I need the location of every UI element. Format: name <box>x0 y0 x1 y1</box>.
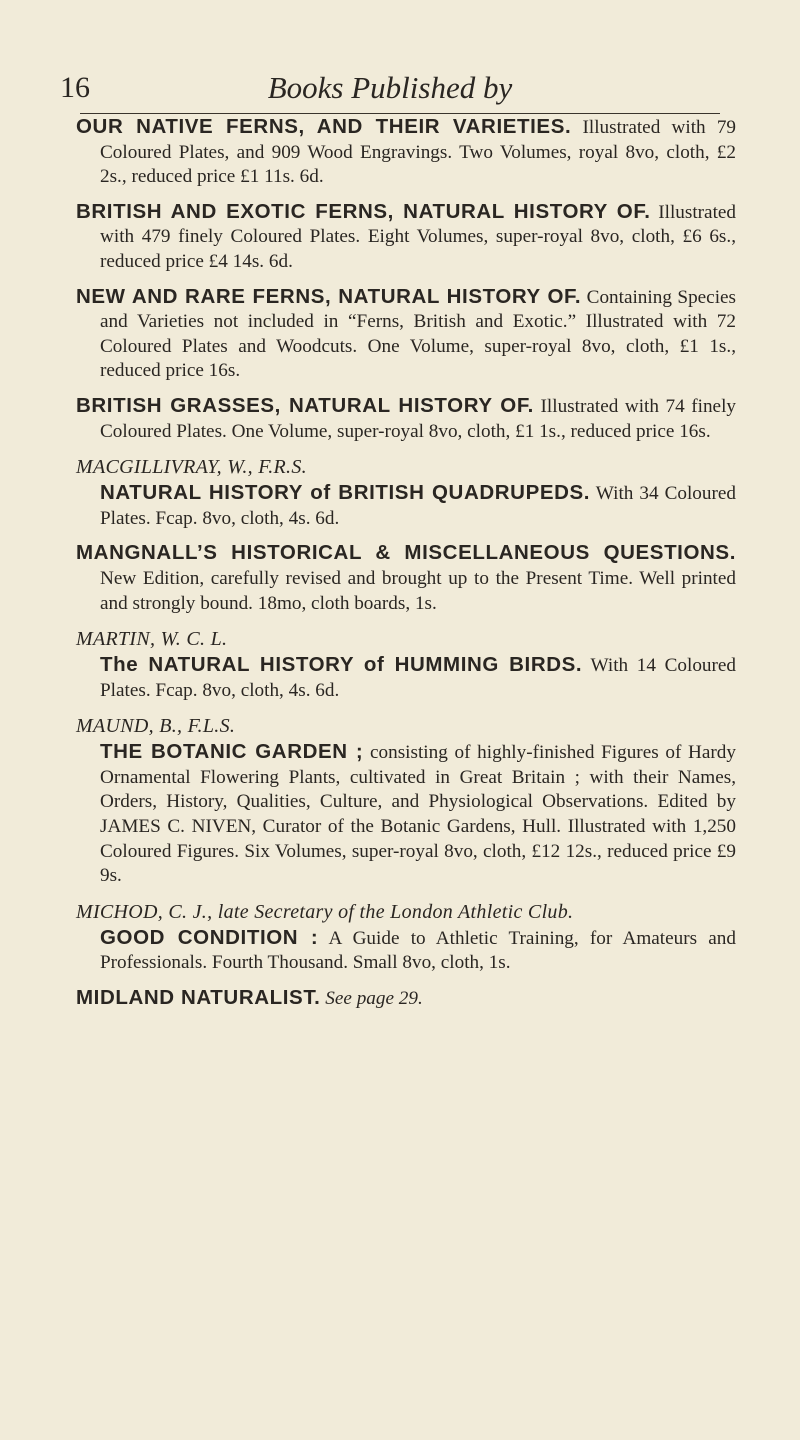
entry-text <box>76 986 736 1012</box>
entry-description: Illustrated with 79 Coloured Plates, and 909 Wood Engravings. Two Volumes, royal 8vo, cloth, £2 2s., reduced price £1 11s. 6d. <box>100 117 737 188</box>
entry-description: Containing Species and Varieties not included in “Ferns, British and Exotic.” Illustrated with 72 Coloured Plates and Woodcuts. One Volume, super-royal 8vo, cloth, £1 1s., reduced price 16s. <box>100 286 737 382</box>
catalogue-entry <box>76 200 736 275</box>
catalogue-entry <box>76 713 736 889</box>
catalogue-entry <box>76 115 736 190</box>
entry-description: With 34 Coloured Plates. Fcap. 8vo, cloth, 4s. 6d. <box>100 483 736 529</box>
running-head: Books Published by <box>267 70 513 105</box>
entry-text <box>76 541 736 616</box>
catalogue-entry <box>76 626 736 703</box>
header-rule <box>80 113 720 114</box>
catalogue-body <box>76 115 736 1022</box>
catalogue-entry <box>76 541 736 616</box>
entry-title: NATURAL HISTORY of BRITISH QUADRUPEDS. <box>100 481 591 505</box>
entry-text <box>76 115 736 190</box>
entry-description: New Edition, carefully revised and brought up to the Present Time. Well printed and strongly bound. 18mo, cloth boards, 1s. <box>100 567 736 614</box>
catalogue-entry <box>76 899 736 976</box>
catalogue-entry <box>76 394 736 444</box>
entry-text <box>76 394 736 444</box>
entry-title: MANGNALL’S HISTORICAL & MISCELLANEOUS QUESTIONS. <box>76 541 736 565</box>
entry-description: Illustrated with 479 finely Coloured Plates. Eight Volumes, super-royal 8vo, cloth, £6 6s., reduced price £4 14s. 6d. <box>100 201 737 272</box>
entry-title: The NATURAL HISTORY of HUMMING BIRDS. <box>100 653 583 677</box>
entry-text <box>76 740 736 889</box>
entry-title: BRITISH AND EXOTIC FERNS, NATURAL HISTORY OF. <box>76 199 651 223</box>
entry-author: MAUND, B., F.L.S. <box>76 715 236 738</box>
entry-author: MICHOD, C. J., late Secretary of the London Athletic Club. <box>76 900 574 923</box>
entry-title: THE BOTANIC GARDEN ; <box>100 740 364 764</box>
entry-text <box>76 481 736 531</box>
page-header <box>60 68 720 112</box>
catalogue-entry <box>76 986 736 1012</box>
cross-reference: See page 29. <box>325 988 423 1010</box>
page-number: 16 <box>60 71 90 104</box>
entry-title: MIDLAND NATURALIST. <box>76 986 321 1010</box>
entry-title: GOOD CONDITION : <box>100 925 319 949</box>
entry-title: BRITISH GRASSES, NATURAL HISTORY OF. <box>76 393 534 417</box>
entry-title: OUR NATIVE FERNS, AND THEIR VARIETIES. <box>76 115 572 138</box>
entry-text <box>76 653 736 703</box>
entry-description: With 14 Coloured Plates. Fcap. 8vo, cloth, 4s. 6d. <box>100 655 737 701</box>
entry-text <box>76 200 736 275</box>
entry-author: MARTIN, W. C. L. <box>76 628 228 651</box>
entry-text <box>76 926 736 976</box>
entry-description: A Guide to Athletic Training, for Amateurs and Professionals. Fourth Thousand. Small 8vo, cloth, 1s. <box>100 927 736 974</box>
catalogue-entry <box>76 454 736 531</box>
entry-title: NEW AND RARE FERNS, NATURAL HISTORY OF. <box>76 284 582 308</box>
entry-description: Illustrated with 74 finely Coloured Plates. One Volume, super-royal 8vo, cloth, £1 1s., reduced price 16s. <box>100 395 736 442</box>
entry-description: consisting of highly-finished Figures of Hardy Ornamental Flowering Plants, cultivated in Great Britain ; with their Names, Orders, History, Qualities, Culture, and Physiological Observations. Edited by JAMES C. NIVEN, Curator of the Botanic Gardens, Hull. Illustrated with 1,250 Coloured Figures. Six Volumes, super-royal 8vo, cloth, £12 12s., reduced price £9 9s. <box>100 742 736 887</box>
entry-text <box>76 285 736 384</box>
entry-author: MACGILLIVRAY, W., F.R.S. <box>76 456 307 479</box>
catalogue-entry <box>76 285 736 384</box>
